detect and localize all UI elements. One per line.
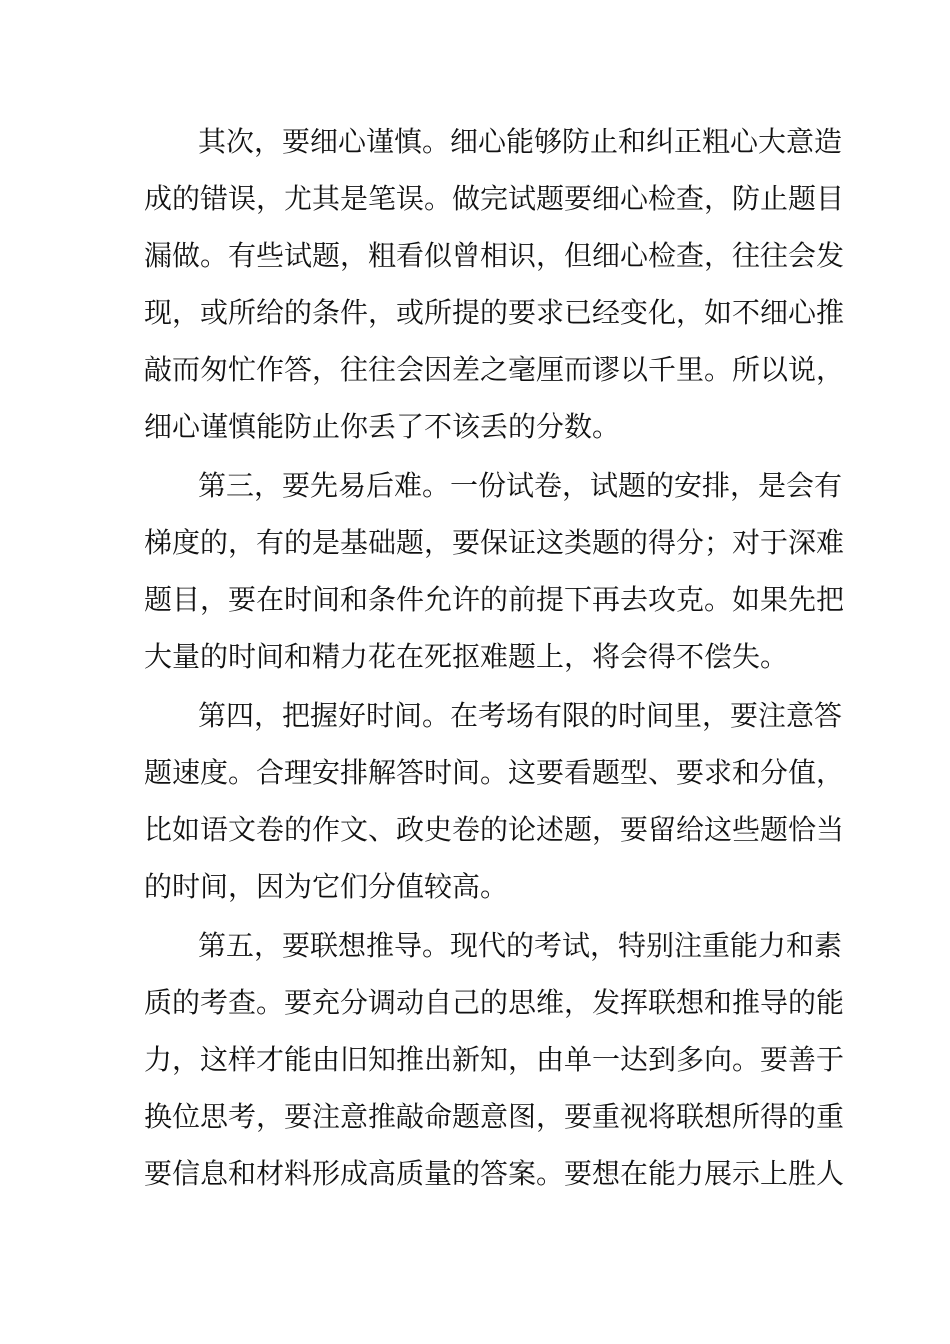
paragraph-1-line-2: 成的错误，尤其是笔误。做完试题要细心检查，防止题目 — [144, 182, 845, 215]
paragraph-4-line-3: 力，这样才能由旧知推出新知，由单一达到多向。要善于 — [144, 1043, 845, 1076]
paragraph-1-line-4: 现，或所给的条件，或所提的要求已经变化，如不细心推 — [144, 296, 845, 329]
paragraph-3-line-4: 的时间，因为它们分值较高。 — [144, 870, 509, 903]
paragraph-4-line-2: 质的考查。要充分调动自己的思维，发挥联想和推导的能 — [144, 986, 845, 1019]
paragraph-1-line-3: 漏做。有些试题，粗看似曾相识，但细心检查，往往会发 — [144, 239, 845, 272]
paragraph-3-line-1: 第四，把握好时间。在考场有限的时间里，要注意答 — [198, 699, 843, 732]
paragraph-4-line-5: 要信息和材料形成高质量的答案。要想在能力展示上胜人 — [144, 1157, 845, 1190]
paragraph-3-line-2: 题速度。合理安排解答时间。这要看题型、要求和分值， — [144, 756, 845, 789]
paragraph-2-line-4: 大量的时间和精力花在死抠难题上，将会得不偿失。 — [144, 640, 789, 673]
paragraph-4-line-4: 换位思考，要注意推敲命题意图，要重视将联想所得的重 — [144, 1100, 845, 1133]
paragraph-3-line-3: 比如语文卷的作文、政史卷的论述题，要留给这些题恰当 — [144, 813, 845, 846]
paragraph-4-line-1: 第五，要联想推导。现代的考试，特别注重能力和素 — [198, 929, 843, 962]
paragraph-1-line-1: 其次，要细心谨慎。细心能够防止和纠正粗心大意造 — [198, 125, 843, 158]
paragraph-1-line-6: 细心谨慎能防止你丢了不该丢的分数。 — [144, 410, 621, 443]
paragraph-2-line-3: 题目，要在时间和条件允许的前提下再去攻克。如果先把 — [144, 583, 845, 616]
paragraph-2-line-2: 梯度的，有的是基础题，要保证这类题的得分；对于深难 — [144, 526, 845, 559]
paragraph-1-line-5: 敲而匆忙作答，往往会因差之毫厘而谬以千里。所以说， — [144, 353, 845, 386]
paragraph-2-line-1: 第三，要先易后难。一份试卷，试题的安排，是会有 — [198, 469, 843, 502]
